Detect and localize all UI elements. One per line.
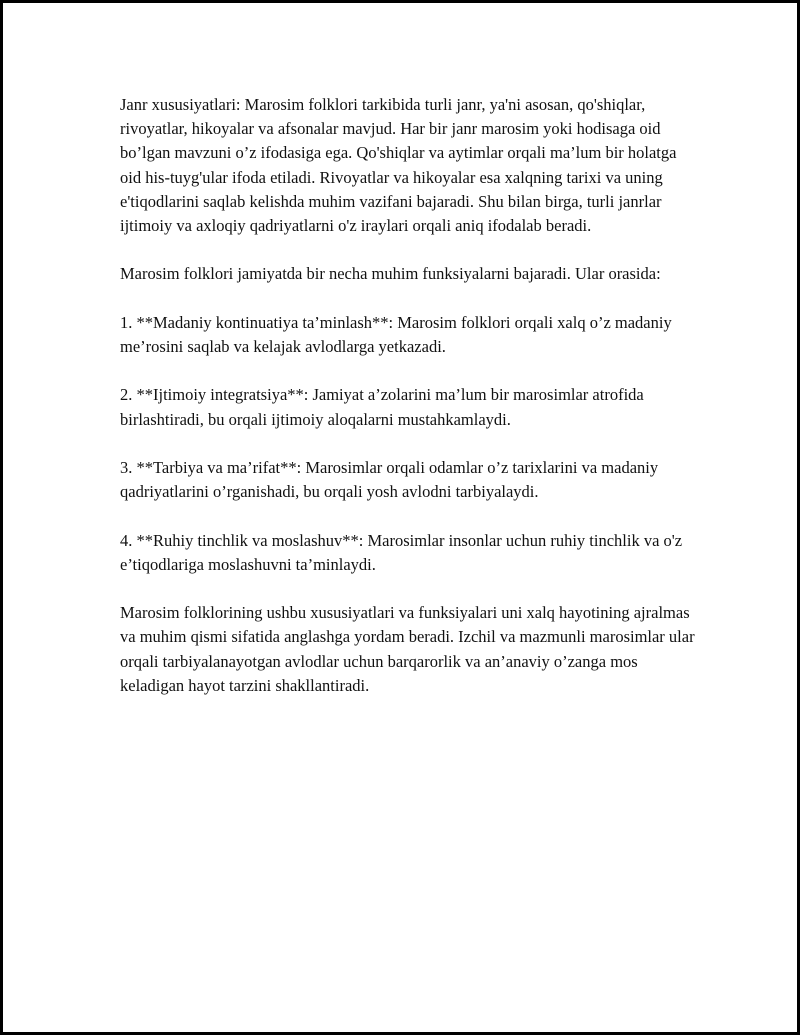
list-item-cultural-continuity: 1. **Madaniy kontinuatiya ta’minlash**: Marosim folklori orqali xalq o’z madaniy me’rosini saqlab va kelajak avlodlarga yetkazadi. — [120, 312, 672, 356]
list-item-social-integration: 2. **Ijtimoiy integratsiya**: Jamiyat a’zolarini ma’lum bir marosimlar atrofida birlashtiradi, bu orqali ijtimoiy aloqalarni mustahkamlaydi. — [120, 385, 644, 429]
paragraph-conclusion: Marosim folklorining ushbu xususiyatlari va funksiyalari uni xalq hayotining ajralmas va muhim qismi sifatida anglashga yordam beradi. Izchil va mazmunli marosimlar ular orqali tarbiyalanayotgan avlodlar uchun barqarorlik va an’anaviy o’zanga mos keladigan hayot tarzini shakllantiradi. — [120, 603, 695, 695]
list-item-spiritual-peace: 4. **Ruhiy tinchlik va moslashuv**: Marosimlar insonlar uchun ruhiy tinchlik va o'z e’tiqodlariga moslashuvni ta’minlaydi. — [120, 530, 683, 574]
document-body — [120, 93, 695, 722]
list-item-education: 3. **Tarbiya va ma’rifat**: Marosimlar orqali odamlar o’z tarixlarini va madaniy qadriyatlarini o’rganishadi, bu orqali yosh avlodni tarbiyalaydi. — [120, 457, 659, 502]
paragraph-genre-features: Janr xususiyatlari: Marosim folklori tarkibida turli janr, ya'ni asosan, qo'shiqlar, rivoyatlar, hikoyalar va afsonalar mavjud. Har bir janr marosim yoki hodisaga oid bo’lgan mavzuni o’z ifodasiga ega. Qo'shiqlar va aytimlar orqali ma’lum bir holatga oid his-tuyg'ular ifoda etiladi. Rivoyatlar va hikoyalar esa xalqning tarixi va uning e'tiqodlarini saqlab kelishda muhim vazifani bajaradi. Shu bilan birga, turli janrlar ijtimoiy va axloqiy qadriyatlarni o'z iraylari orqali aniq ifodalab beradi. — [120, 95, 677, 236]
paragraph-functions-intro: Marosim folklori jamiyatda bir necha muhim funksiyalarni bajaradi. Ular orasida: — [120, 264, 661, 284]
